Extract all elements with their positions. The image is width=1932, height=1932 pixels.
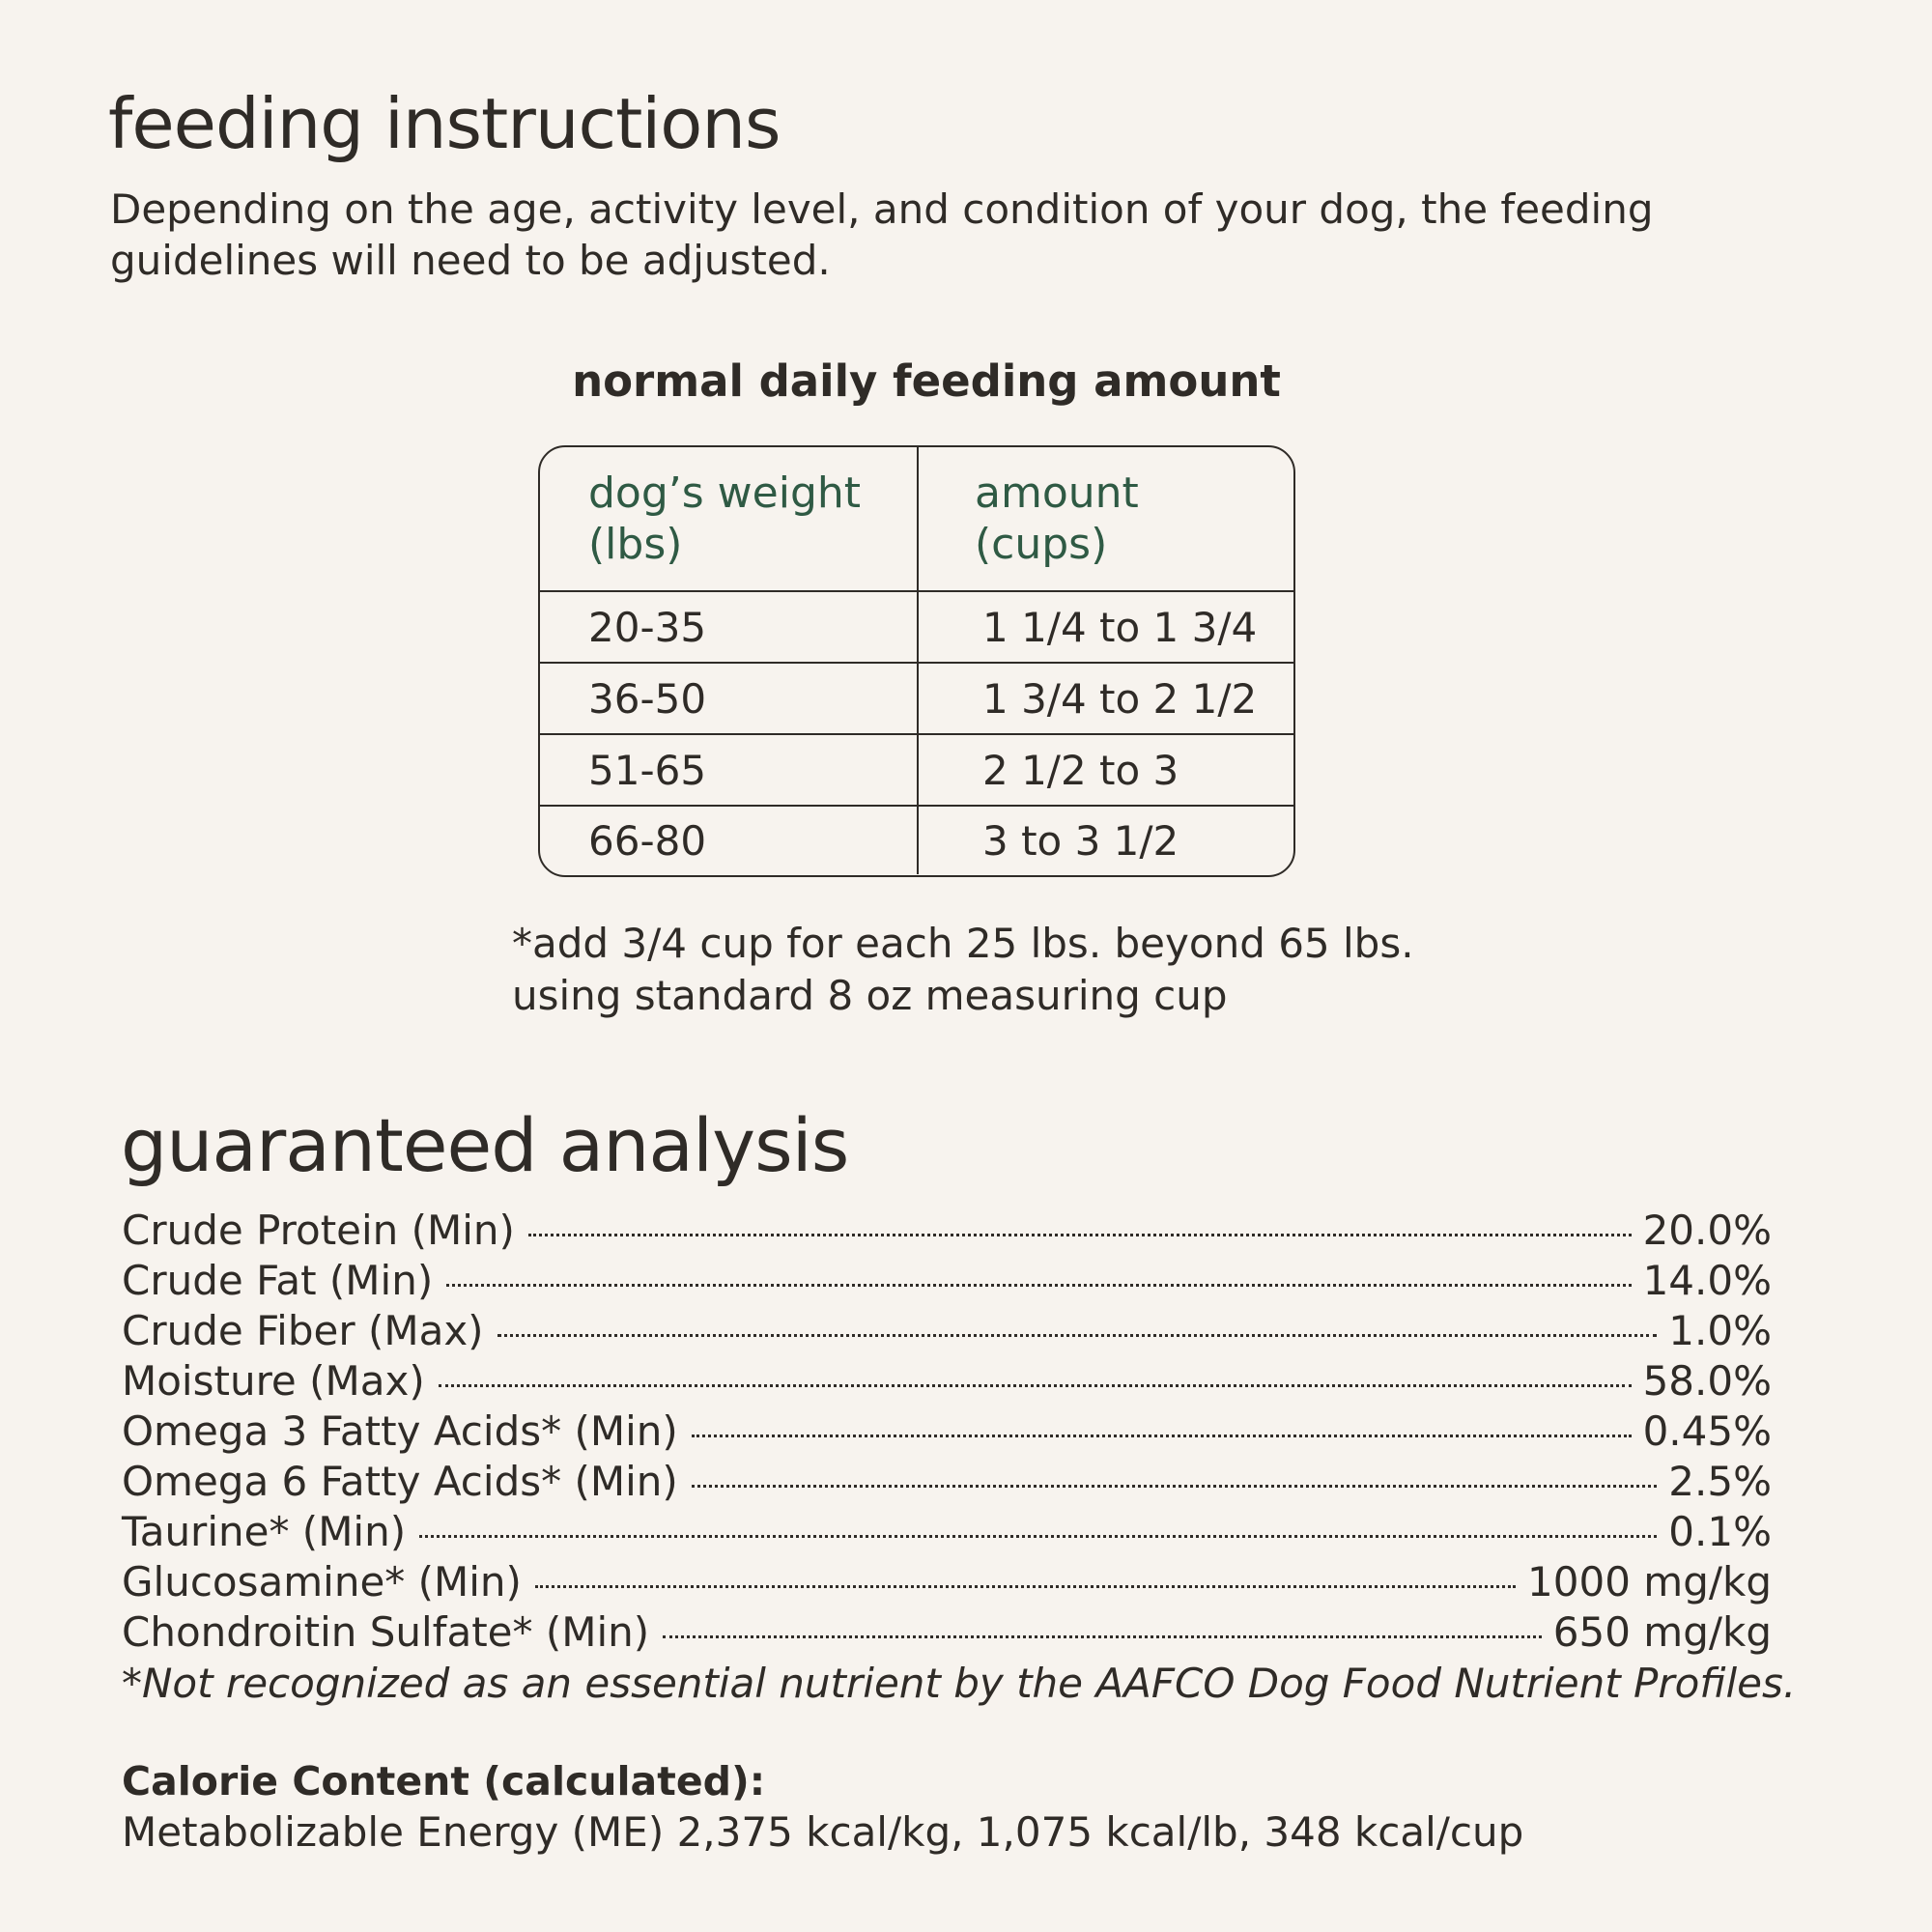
list-item [122, 1457, 1772, 1507]
feeding-instructions-title: feeding instructions [108, 83, 781, 164]
dot-leader [439, 1384, 1632, 1387]
feeding-table-note [512, 918, 1414, 1022]
nutrient-value: 58.0% [1642, 1357, 1772, 1405]
weight-cell: 36-50 [540, 664, 919, 733]
list-item [122, 1607, 1772, 1658]
amount-cell: 2 1/2 to 3 [982, 746, 1179, 794]
dot-leader [692, 1485, 1658, 1488]
table-row [540, 735, 1293, 807]
nutrient-value: 1.0% [1668, 1307, 1772, 1354]
dot-leader [446, 1284, 1631, 1287]
nutrient-label: Crude Protein (Min) [122, 1207, 515, 1254]
guaranteed-analysis-title: guaranteed analysis [121, 1102, 849, 1188]
header-amount-line2: (cups) [975, 520, 1108, 569]
list-item [122, 1306, 1772, 1356]
nutrient-label: Crude Fiber (Max) [122, 1307, 484, 1354]
weight-cell: 20-35 [540, 592, 919, 662]
dot-leader [497, 1334, 1658, 1337]
feeding-table-header-row [540, 447, 1293, 592]
nutrient-value: 14.0% [1642, 1257, 1772, 1304]
feeding-intro-text: Depending on the age, activity level, and condition of your dog, the feeding guidelines will need to be adjusted. [110, 185, 1654, 284]
feeding-table-caption: normal daily feeding amount [572, 355, 1281, 407]
header-weight-line2: (lbs) [588, 520, 683, 569]
list-item [122, 1256, 1772, 1306]
list-item [122, 1406, 1772, 1457]
table-row [540, 592, 1293, 664]
dot-leader [535, 1585, 1516, 1588]
nutrient-label: Taurine* (Min) [122, 1508, 407, 1555]
nutrient-label: Crude Fat (Min) [122, 1257, 434, 1304]
table-row [540, 664, 1293, 735]
list-item [122, 1356, 1772, 1406]
nutrient-label: Glucosamine* (Min) [122, 1558, 522, 1605]
analysis-list [122, 1206, 1772, 1658]
weight-cell: 51-65 [540, 735, 919, 805]
note-line: using standard 8 oz measuring cup [512, 972, 1228, 1019]
list-item [122, 1206, 1772, 1256]
nutrient-label: Moisture (Max) [122, 1357, 425, 1405]
amount-cell: 3 to 3 1/2 [982, 816, 1179, 865]
header-amount-line1: amount [975, 469, 1139, 518]
dot-leader [692, 1435, 1632, 1437]
header-weight-line1: dog’s weight [588, 469, 862, 518]
list-item [122, 1557, 1772, 1607]
nutrient-label: Omega 3 Fatty Acids* (Min) [122, 1407, 678, 1455]
nutrient-value: 0.45% [1642, 1407, 1772, 1455]
header-cell-amount [919, 447, 1293, 590]
nutrient-value: 1000 mg/kg [1527, 1558, 1772, 1605]
weight-cell: 66-80 [540, 807, 919, 874]
header-cell-weight [540, 447, 919, 590]
feeding-table [538, 445, 1295, 877]
note-line: *add 3/4 cup for each 25 lbs. beyond 65 lbs. [512, 920, 1414, 967]
aafco-footnote: *Not recognized as an essential nutrient by the AAFCO Dog Food Nutrient Profiles. [122, 1660, 1797, 1707]
amount-cell: 1 1/4 to 1 3/4 [982, 603, 1258, 651]
amount-cell: 1 3/4 to 2 1/2 [982, 674, 1258, 723]
calorie-content-text: Metabolizable Energy (ME) 2,375 kcal/kg, 1,075 kcal/lb, 348 kcal/cup [122, 1808, 1524, 1856]
nutrient-label: Omega 6 Fatty Acids* (Min) [122, 1458, 678, 1505]
nutrient-value: 20.0% [1642, 1207, 1772, 1254]
list-item [122, 1507, 1772, 1557]
nutrient-value: 0.1% [1668, 1508, 1772, 1555]
nutrient-value: 650 mg/kg [1552, 1608, 1772, 1656]
calorie-content-heading: Calorie Content (calculated): [122, 1758, 766, 1804]
dot-leader [528, 1234, 1632, 1236]
nutrient-label: Chondroitin Sulfate* (Min) [122, 1608, 650, 1656]
dot-leader [419, 1535, 1657, 1538]
table-row [540, 807, 1293, 874]
nutrient-value: 2.5% [1668, 1458, 1772, 1505]
dot-leader [663, 1635, 1542, 1638]
